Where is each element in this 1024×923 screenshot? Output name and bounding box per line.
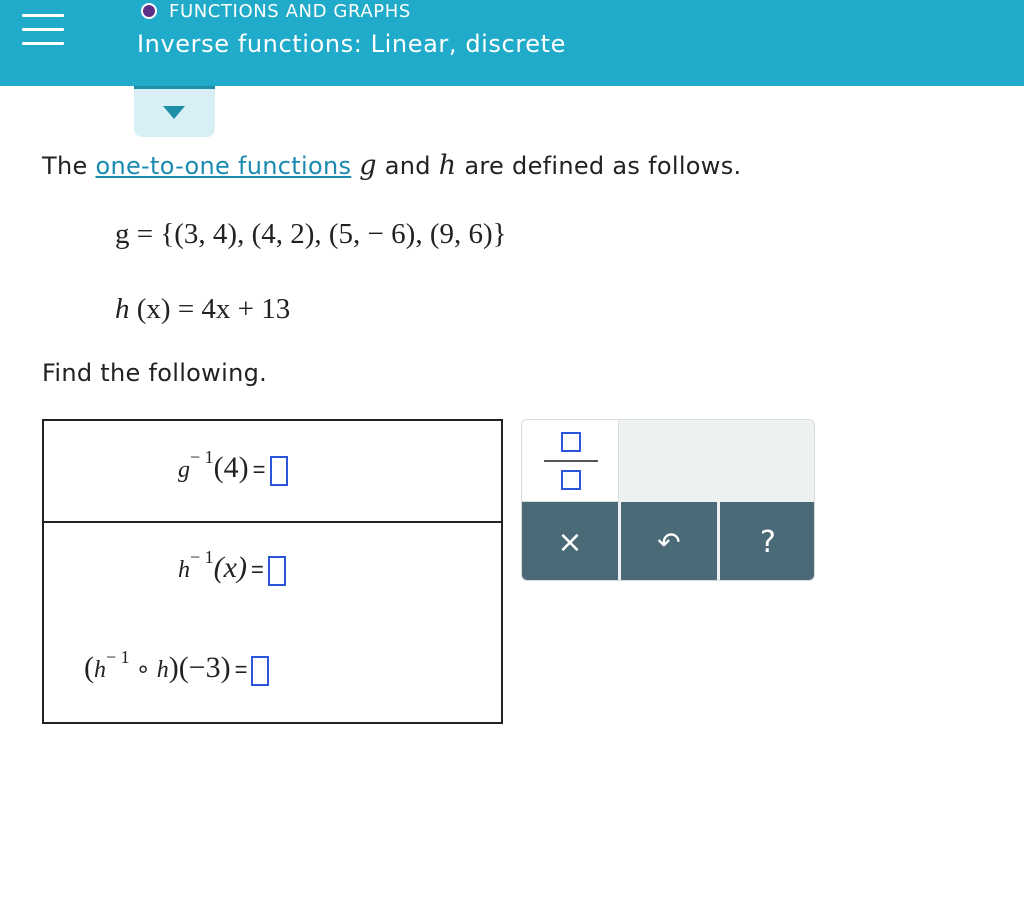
fn-h: h	[94, 657, 106, 683]
fn-g: g	[178, 457, 190, 483]
header-bar	[0, 0, 1024, 86]
open-paren: (	[84, 651, 94, 684]
expr-composition	[84, 647, 269, 686]
topic-row	[141, 0, 411, 22]
var-h: h	[438, 150, 457, 181]
problem-intro	[42, 150, 741, 181]
h-rhs: = 4x + 13	[177, 293, 291, 325]
collapse-toggle-button[interactable]	[134, 86, 215, 137]
fraction-bar-icon	[544, 460, 598, 462]
keypad-action-row	[522, 502, 815, 581]
help-icon: ?	[760, 524, 776, 560]
h-definition	[115, 293, 290, 326]
inverse-sup: − 1	[190, 447, 214, 467]
arg-neg3: (−3)	[178, 651, 231, 684]
arg-x: (x)	[213, 551, 247, 584]
menu-icon[interactable]	[22, 12, 66, 48]
answer-input-2[interactable]	[268, 556, 286, 586]
topic-status-icon	[141, 3, 157, 19]
equals-sign: =	[252, 457, 266, 482]
equals-sign: =	[250, 557, 264, 582]
close-icon: ×	[557, 524, 583, 560]
fn-h: h	[178, 557, 190, 583]
inverse-sup: − 1	[190, 547, 214, 567]
fn-h-2: h	[156, 657, 169, 683]
answer-input-1[interactable]	[270, 456, 288, 486]
h-lhs: h	[115, 293, 130, 325]
answer-row-g-inverse	[44, 421, 501, 523]
undo-icon: ↶	[657, 525, 681, 559]
intro-suffix: are defined as follows.	[464, 152, 742, 180]
answer-row-h-inverse	[44, 521, 501, 621]
undo-button[interactable]	[621, 502, 720, 581]
arg-4: (4)	[213, 451, 249, 484]
chevron-down-icon	[163, 106, 185, 119]
expr-h-inverse	[178, 547, 286, 586]
clear-button[interactable]	[522, 502, 621, 581]
close-paren: )	[168, 651, 179, 684]
topic-label: FUNCTIONS AND GRAPHS	[169, 0, 411, 22]
intro-prefix: The	[42, 152, 88, 180]
inverse-sup: − 1	[106, 647, 130, 667]
expr-g-inverse	[178, 447, 288, 486]
math-keypad	[521, 419, 815, 581]
h-arg: (x)	[136, 293, 171, 325]
find-instruction: Find the following.	[42, 359, 268, 387]
one-to-one-functions-link[interactable]: one-to-one functions	[95, 152, 352, 180]
denominator-box-icon	[561, 470, 581, 490]
page-title: Inverse functions: Linear, discrete	[137, 30, 567, 58]
answer-input-3[interactable]	[251, 656, 269, 686]
compose-operator: ∘	[135, 657, 151, 683]
answer-table	[42, 419, 503, 724]
intro-and: and	[384, 152, 431, 180]
var-g: g	[359, 150, 377, 181]
answer-row-composition	[44, 621, 501, 722]
equals-sign: =	[234, 657, 248, 682]
help-button[interactable]	[720, 502, 815, 581]
numerator-box-icon	[561, 432, 581, 452]
g-definition: g = {(3, 4), (4, 2), (5, − 6), (9, 6)}	[115, 218, 507, 250]
fraction-button[interactable]	[522, 420, 619, 502]
